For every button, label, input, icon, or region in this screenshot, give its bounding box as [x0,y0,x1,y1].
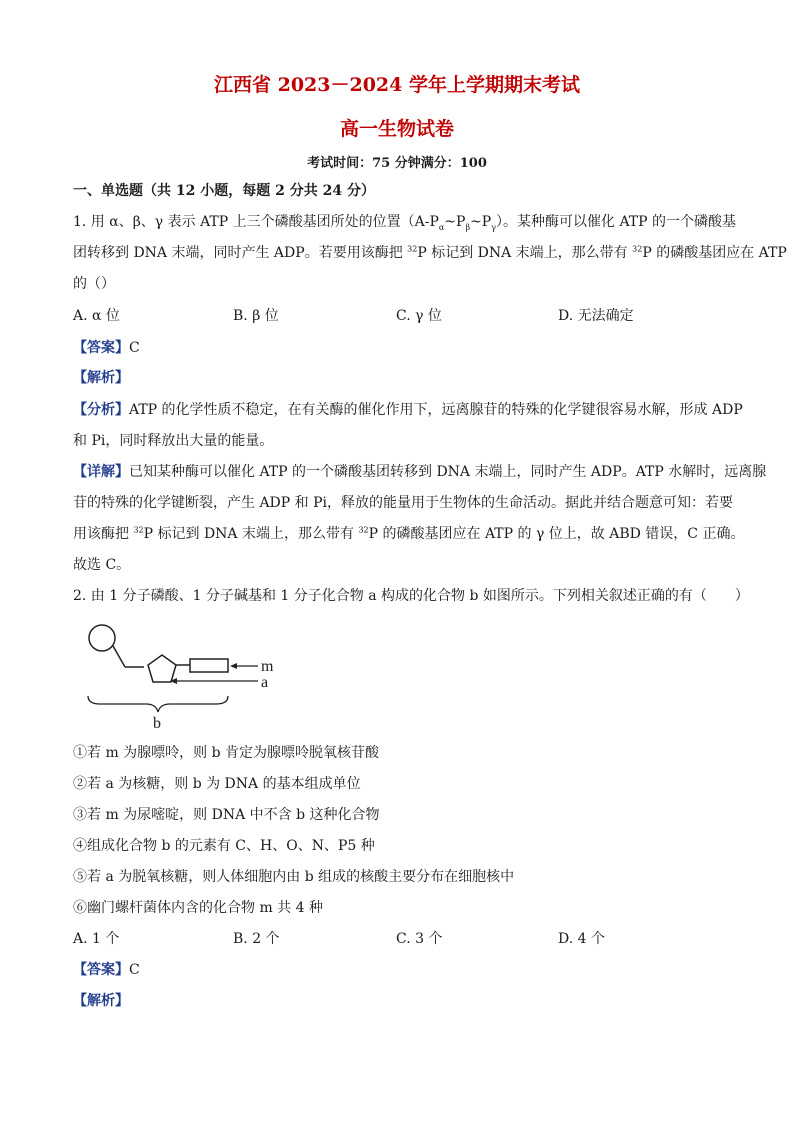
q2-option-d: D. 4 个 [558,931,605,947]
q1-fenxi-line1: 【分析】ATP 的化学性质不稳定，在有关酶的催化作用下，远离腺苷的特殊的化学键很容易水解，形成 ADP [73,402,743,418]
arrow-m-head [230,663,237,669]
q1-analysis-tag: 【解析】 [73,370,129,386]
label-a: a [261,674,269,691]
q1-stem-line3: 的（） [73,276,115,292]
nucleotide-diagram [80,620,300,735]
q2-statement-3: ③若 m 为尿嘧啶，则 DNA 中不含 b 这种化合物 [73,807,380,823]
q2-option-b: B. 2 个 [233,931,280,947]
q1-fenxi-line2: 和 Pi，同时释放出大量的能量。 [73,433,274,449]
section-heading: 一、单选题（共 12 小题，每题 2 分共 24 分） [73,183,375,199]
q1-xiangjie-line1: 【详解】已知某种酶可以催化 ATP 的一个磷酸基团转移到 DNA 末端上，同时产生 ADP。ATP 水解时，远离腺 [73,464,767,480]
q2-statement-5: ⑤若 a 为脱氧核糖，则人体细胞内由 b 组成的核酸主要分布在细胞核中 [73,869,515,885]
q1-option-a: A. α 位 [73,308,120,324]
q1-option-b: B. β 位 [233,308,279,324]
document-subtitle: 高一生物试卷 [339,118,454,140]
phosphate-circle [89,625,115,651]
arrow-a-head [170,678,177,684]
q2-option-a: A. 1 个 [73,931,120,947]
answer-tag: 【答案】 [73,962,129,978]
q2-statement-1: ①若 m 为腺嘌呤，则 b 肯定为腺嘌呤脱氧核苷酸 [73,745,380,761]
q2-option-c: C. 3 个 [396,931,443,947]
brace-b [88,696,228,712]
q1-answer: 【答案】C [73,340,140,356]
q1-xiangjie-line2: 苷的特殊的化学键断裂，产生 ADP 和 Pi，释放的能量用于生物体的生命活动。据此并结合题意可知：若要 [73,495,734,511]
document-title: 江西省 2023－2024 学年上学期期末考试 [214,74,580,96]
q1-stem-line1: 1. 用 α、β、γ 表示 ATP 上三个磷酸基团所处的位置$(A-P_\alpha\sim P_\beta\sim P_\gamma)$。某种酶可以催化 ATP 的一个磷酸基 [73,214,737,232]
exam-info: 考试时间：75 分钟满分：100 [307,156,487,171]
q1-conclusion: 故选 C。 [73,557,131,573]
q2-statement-6: ⑥幽门螺杆菌体内含的化合物 m 共 4 种 [73,900,323,916]
label-b: b [153,715,161,732]
label-m: m [261,658,274,675]
q2-statement-4: ④组成化合物 b 的元素有 C、H、O、N、P5 种 [73,838,375,854]
q2-answer: 【答案】C [73,962,140,978]
q1-option-d: D. 无法确定 [558,308,634,324]
q2-stem: 2. 由 1 分子磷酸、1 分子碱基和 1 分子化合物 a 构成的化合物 b 如图所示。下列相关叙述正确的有（ ） [73,588,749,604]
base-rectangle [190,659,228,672]
q2-analysis-tag: 【解析】 [73,993,129,1009]
sugar-pentagon [148,655,176,682]
q1-stem-line2: 团转移到 DNA 末端，同时产生 ADP。若要用该酶把 $^{32}$P 标记到 DNA 末端上，那么带有 $^{32}$P 的磷酸基团应在 ATP [73,244,787,261]
answer-tag: 【答案】 [73,340,129,356]
phosphate-bond [113,646,125,667]
q1-option-c: C. γ 位 [396,308,442,324]
q2-statement-2: ②若 a 为核糖，则 b 为 DNA 的基本组成单位 [73,776,361,792]
q1-xiangjie-line3: 用该酶把 $^{32}$P 标记到 DNA 末端上，那么带有 $^{32}$P 的磷酸基团应在 ATP 的 γ 位上，故 ABD 错误，C 正确。 [73,525,745,542]
